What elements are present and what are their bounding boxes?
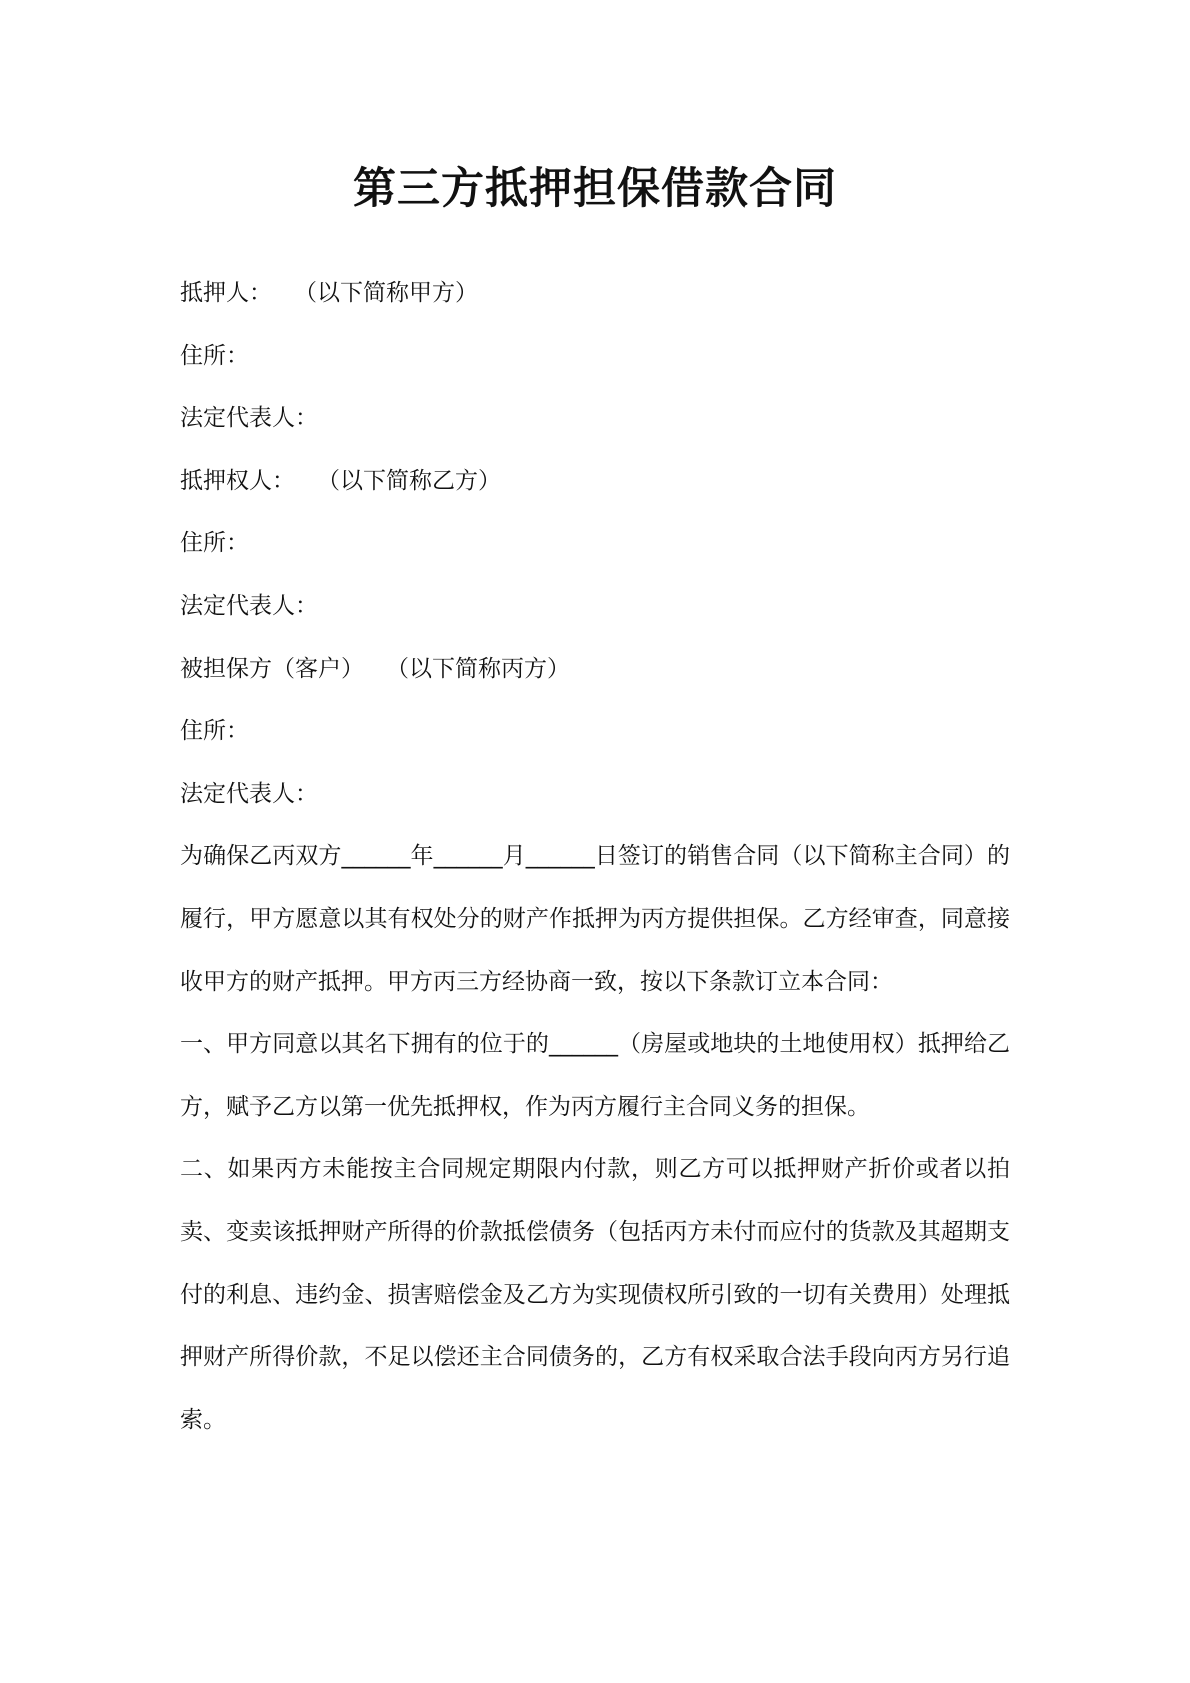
guaranteed-party-address-line [180, 700, 1010, 763]
mortgagee-representative-label: 法定代表人： [180, 592, 318, 619]
mortgagor-address-label: 住所： [180, 342, 249, 369]
mortgagor-representative-line [180, 387, 1010, 450]
preamble-paragraph: 为确保乙丙双方______年______月______日签订的销售合同（以下简称主合同）的履行，甲方愿意以其有权处分的财产作抵押为丙方提供担保。乙方经审查，同意接收甲方的财产抵押。甲方丙三方经协商一致，按以下条款订立本合同： [180, 843, 1010, 995]
mortgagor-address-line [180, 325, 1010, 388]
document-title: 第三方抵押担保借款合同 [353, 164, 837, 214]
mortgagee-label: 抵押权人： [180, 467, 295, 494]
guaranteed-party-note: （以下简称丙方） [386, 655, 570, 682]
clause-one-paragraph: 一、甲方同意以其名下拥有的位于的______（房屋或地块的土地使用权）抵押给乙方，赋予乙方以第一优先抵押权，作为丙方履行主合同义务的担保。 [180, 1031, 1010, 1120]
clause-two-paragraph: 二、如果丙方未能按主合同规定期限内付款，则乙方可以抵押财产折价或者以拍卖、变卖该抵押财产所得的价款抵偿债务（包括丙方未付而应付的货款及其超期支付的利息、违约金、损害赔偿金及乙方为实现债权所引致的一切有关费用）处理抵押财产所得价款，不足以偿还主合同债务的，乙方有权采取合法手段向丙方另行追索。 [180, 1156, 1010, 1433]
mortgagee-address-line [180, 512, 1010, 575]
mortgagor-note: （以下简称甲方） [294, 280, 478, 306]
mortgagee-note: （以下简称乙方） [317, 467, 501, 494]
document-body [180, 262, 1010, 1451]
mortgagor-representative-label: 法定代表人： [180, 405, 318, 432]
mortgagee-line [180, 450, 1010, 513]
guaranteed-party-line [180, 638, 1010, 701]
mortgagor-label: 抵押人： [180, 280, 272, 306]
mortgagee-representative-line [180, 575, 1010, 638]
guaranteed-party-representative-label: 法定代表人： [180, 780, 318, 807]
guaranteed-party-address-label: 住所： [180, 718, 249, 745]
mortgagee-address-label: 住所： [180, 530, 249, 557]
guaranteed-party-label: 被担保方（客户） [180, 655, 364, 682]
mortgagor-line [180, 262, 1010, 325]
guaranteed-party-representative-line [180, 763, 1010, 826]
